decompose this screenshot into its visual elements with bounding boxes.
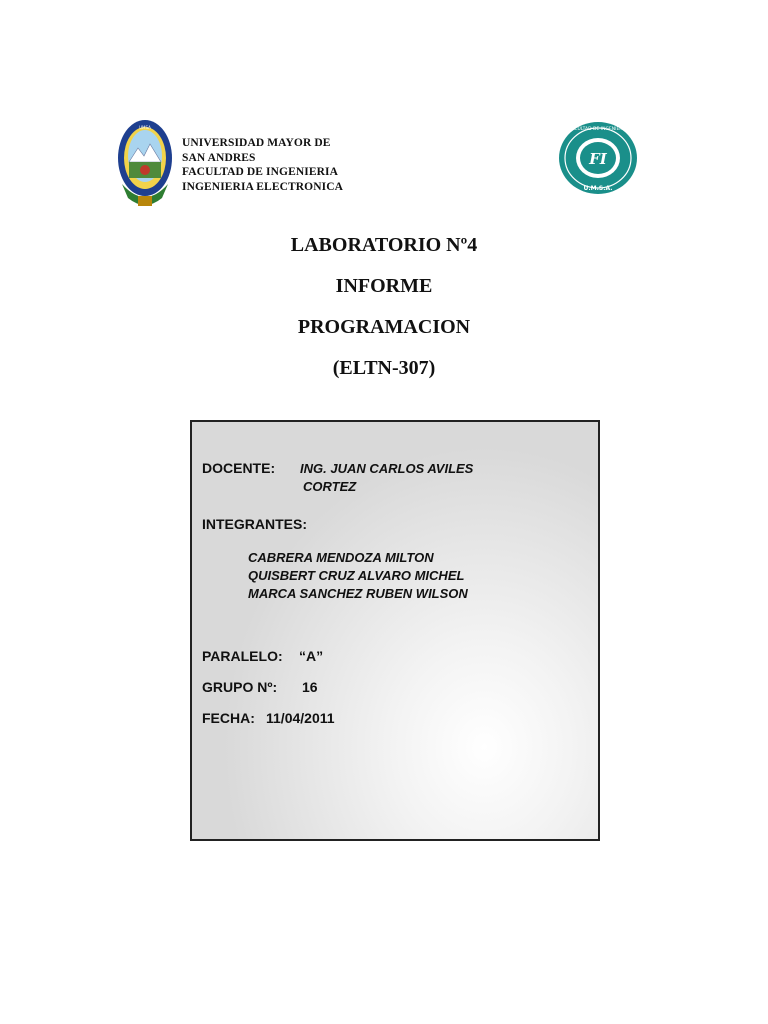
institution-header bbox=[182, 136, 343, 194]
university-name-line1: UNIVERSIDAD MAYOR DE bbox=[182, 137, 331, 149]
fecha-value: 11/04/2011 bbox=[266, 710, 335, 726]
report-title-subject: PROGRAMACION bbox=[297, 316, 471, 338]
paralelo-value: “A” bbox=[299, 648, 324, 664]
report-title-lab: LABORATORIO Nº4 bbox=[290, 234, 478, 256]
fecha-label: FECHA: bbox=[202, 710, 255, 726]
grupo-label: GRUPO Nº: bbox=[202, 679, 278, 695]
faculty-name: FACULTAD DE INGENIERIA bbox=[182, 166, 338, 178]
report-details-box bbox=[190, 420, 600, 841]
docente-name-line1: ING. JUAN CARLOS AVILES bbox=[300, 461, 474, 476]
svg-text:FI: FI bbox=[589, 150, 607, 168]
integrante-name: QUISBERT CRUZ ALVARO MICHEL bbox=[248, 568, 465, 583]
integrante-name: CABRERA MENDOZA MILTON bbox=[248, 550, 434, 565]
integrantes-label: INTEGRANTES: bbox=[202, 516, 307, 532]
umsa-seal-logo bbox=[116, 118, 174, 210]
report-title-course-code: (ELTN-307) bbox=[332, 357, 436, 379]
svg-text:U.M.S.A.: U.M.S.A. bbox=[583, 185, 613, 192]
report-title-informe: INFORME bbox=[335, 275, 433, 297]
paralelo-label: PARALELO: bbox=[202, 648, 283, 664]
svg-text:FACULTAD DE INGENIERIA: FACULTAD DE INGENIERIA bbox=[569, 127, 627, 132]
docente-label: DOCENTE: bbox=[202, 460, 276, 476]
integrante-name: MARCA SANCHEZ RUBEN WILSON bbox=[248, 586, 468, 601]
career-name: INGENIERIA ELECTRONICA bbox=[182, 180, 343, 193]
docente-name-line2: CORTEZ bbox=[303, 479, 357, 494]
grupo-value: 16 bbox=[302, 679, 318, 695]
facultad-ingenieria-seal-logo bbox=[556, 120, 640, 196]
svg-text:UMSA: UMSA bbox=[139, 125, 151, 130]
university-name-line2: SAN ANDRES bbox=[182, 151, 256, 164]
